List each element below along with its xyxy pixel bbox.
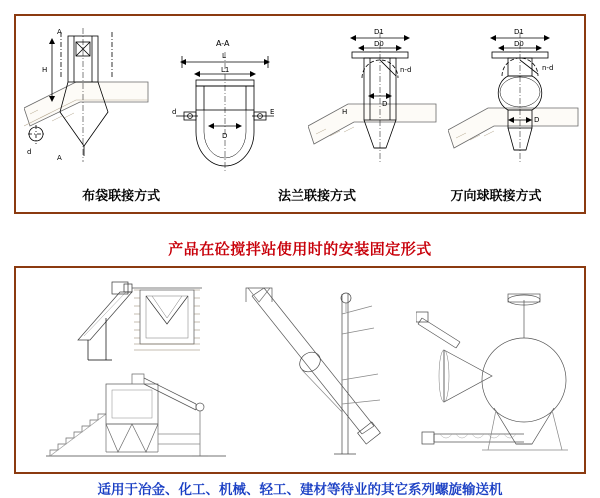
caption-universal-ball: 万向球联接方式 [450, 189, 542, 204]
svg-text:A: A [57, 28, 62, 36]
connection-captions [16, 185, 584, 204]
caption-flange: 法兰联接方式 [278, 189, 357, 204]
svg-text:L: L [222, 52, 226, 60]
svg-text:D: D [534, 116, 540, 124]
svg-text:D: D [382, 100, 388, 108]
svg-text:D0: D0 [374, 40, 384, 48]
svg-text:L1: L1 [221, 66, 230, 74]
middle-section-title: 产品在砼搅拌站使用时的安装固定形式 [168, 240, 432, 258]
svg-text:H: H [342, 108, 348, 116]
universal-ball-connection-drawing [448, 22, 580, 182]
svg-text:A-A: A-A [216, 39, 230, 48]
svg-text:d: d [27, 148, 32, 156]
svg-text:D1: D1 [514, 28, 524, 36]
a-a-section-drawing [166, 22, 286, 182]
caption-cloth-bag: 布袋联接方式 [82, 189, 161, 204]
svg-text:D: D [222, 132, 228, 140]
svg-text:D1: D1 [374, 28, 384, 36]
installation-forms-panel [14, 266, 586, 474]
svg-text:D0: D0 [514, 40, 524, 48]
svg-text:E: E [270, 108, 275, 116]
connection-methods-panel [14, 14, 586, 214]
cloth-bag-connection-drawing [24, 22, 149, 182]
svg-text:A: A [57, 154, 62, 162]
silo-installation-drawing [416, 284, 576, 460]
svg-text:n-d: n-d [400, 66, 412, 74]
platform-installation-drawing [46, 364, 226, 464]
svg-text:d: d [172, 108, 177, 116]
svg-text:n-d: n-d [542, 64, 554, 72]
hopper-installation-drawing [76, 278, 206, 368]
svg-text:H: H [42, 66, 48, 74]
bottom-section-title: 适用于冶金、化工、机械、轻工、建材等待业的其它系列螺旋输送机 [97, 482, 503, 498]
inclined-conveyor-drawing [242, 284, 402, 460]
flange-connection-drawing [308, 22, 438, 182]
